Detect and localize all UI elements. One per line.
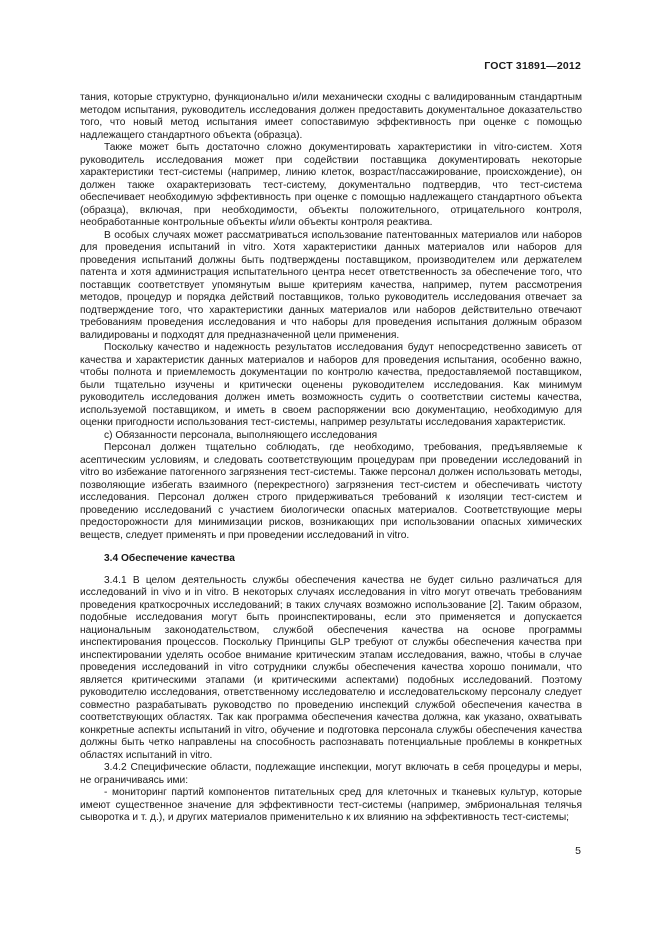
paragraph-characteristics: Также может быть достаточно сложно документировать характеристики in vitro-систем. Хотя руководитель исследования может при содействии поставщика документировать некоторые характеристики тест-системы (например, линию клеток, возраст/пассажирование, происхождение), он должен также охарактеризовать тест-систему, документально подтвердив, что тест-система обеспечивает необходимую эффективность при оценке с помощью надлежащего стандартного объекта (образца), включая, при необходимости, объекты положительного, отрицательного контроля, необработанные контрольные объекты и/или объекты контроля реактива. (80, 142, 582, 228)
paragraph-patented-materials: В особых случаях может рассматриваться использование патентованных материалов или наборов для проведения испытаний in vitro. Хотя характеристики данных материалов или наборов для проведения испытаний должны быть подтверждены поставщиком, производителем или держателем патента и хотя администрация испытательного центра несет ответственность за обеспечение того, что поставщик соответствует упомянутым выше критериям качества, например, путем рассмотрения методов, процедур и порядка действий поставщиков, только руководитель исследования отвечает за подтверждение того, что характеристики данных материалов или наборов действительно отвечают требованиям проведения исследования и что наборы для проведения испытания должным образом валидированы и подходят для предназначенной цели применения. (80, 229, 582, 341)
list-item-c-heading: с) Обязанности персонала, выполняющего исследования (104, 429, 378, 441)
standard-header: ГОСТ 31891—2012 (484, 60, 581, 72)
page-number: 5 (575, 845, 581, 857)
paragraph-personnel: Персонал должен тщательно соблюдать, где необходимо, требования, предъявляемые к асептическим условиям, и следовать соответствующим процедурам при проведении исследований in vitro во избежание патогенного загрязнения тест-системы. Также персонал должен использовать методы, позволяющие избегать взаимного (перекрестного) загрязнения тест-систем и обеспечивать чистоту исследования. Персонал должен строго придерживаться требований к изоляции тест-систем и проведению исследований с участием биологически опасных материалов. Соответствующие меры предосторожности для минимизации рисков, возникающих при использовании опасных химических веществ, следует применять и при проведении исследований in vitro. (80, 442, 582, 541)
section-title: 3.4 Обеспечение качества (104, 553, 235, 564)
paragraph-3-4-1: 3.4.1 В целом деятельность службы обеспечения качества не будет сильно различаться для исследований in vivo и in vitro. В некоторых случаях исследования in vitro могут отвечать требованиям проведения краткосрочных исследований; в таких случаях возможно использование [2]. Таким образом, подобные исследования могут быть проинспектированы, если это применяется и допускается национальным законодательством, службой обеспечения качества на основе программы инспектирования процессов. Поскольку Принципы GLP требуют от службы обеспечения качества при инспектировании уделять особое внимание критическим этапам исследования, важно, чтобы в случае проведения исследований in vitro сотрудники службы обеспечения качества хорошо понимали, что является критическими этапами (и критическими аспектами) подобных исследований. Поэтому руководителю исследования, ответственному исследователю и исследовательскому персоналу следует совместно разрабатывать руководство по проведению инспекций службой обеспечения качества в соответствующих областях. Так как программа обеспечения качества должна, как указано, охватывать конкретные аспекты испытаний in vitro, обучение и подготовка персонала службы обеспечения качества должны быть четко направлены на способность распознавать потенциальные проблемы в конкретных областях испытаний in vitro. (80, 574, 582, 761)
paragraph-continuation: тания, которые структурно, функционально и/или механически сходны с валидированным стандартным методом испытания, руководитель исследования должен предоставить документальное доказательство того, что новый метод испытания имеет сопоставимую эффективность при оценке с помощью надлежащего стандартного объекта (образца). (80, 92, 582, 141)
page-body (80, 92, 582, 825)
paragraph-quality-reliability: Поскольку качество и надежность результатов исследования будут непосредственно зависеть от качества и характеристик данных материалов и наборов для проведения испытания, особенно важно, чтобы полнота и приемлемость документации по контролю качества, предоставляемой поставщиком, были тщательно изучены и критически оценены руководителем исследования. Как минимум руководитель исследования должен иметь возможность судить о соответствии системы качества, используемой поставщиком, и иметь в своем распоряжении всю документацию, необходимую для оценки пригодности использования тест-системы, например результаты исследования характеристик. (80, 342, 582, 428)
list-item-dash: - мониторинг партий компонентов питательных сред для клеточных и тканевых культур, которые имеют существенное значение для эффективности тест-системы (например, эмбриональная телячья сыворотка и т. д.), и других материалов применительно к их влиянию на эффективность тест-системы; (80, 787, 582, 823)
paragraph-3-4-2: 3.4.2 Специфические области, подлежащие инспекции, могут включать в себя процедуры и меры, не ограничиваясь ими: (80, 762, 582, 786)
